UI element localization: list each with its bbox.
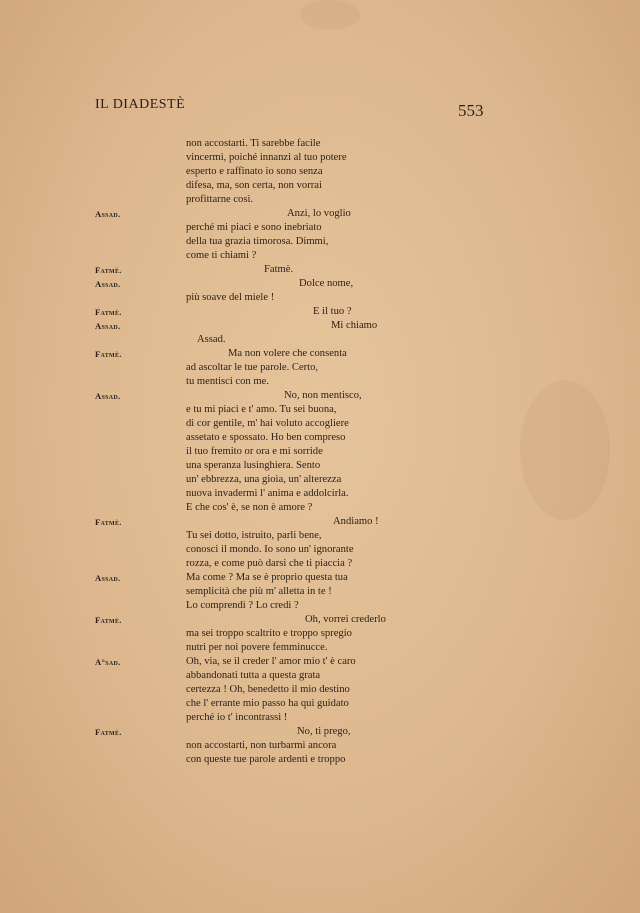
verse-line: Andiamo ! <box>333 516 379 527</box>
verse-line: vincermi, poiché innanzi al tuo potere <box>186 152 347 163</box>
verse-line: ma sei troppo scaltrito e troppo spregio <box>186 628 352 639</box>
verse-line: esperto e raffinato io sono senza <box>186 166 323 177</box>
verse-line: come ti chiami ? <box>186 250 257 261</box>
verse-line: e tu mi piaci e t' amo. Tu sei buona, <box>186 404 337 415</box>
verse-line: profittarne così. <box>186 194 254 205</box>
verse-line: tu mentisci con me. <box>186 376 269 387</box>
verse-line: difesa, ma, son certa, non vorrai <box>186 180 322 191</box>
verse-line: Assad. <box>197 334 226 345</box>
verse-line: nutri per noi povere femminucce. <box>186 642 328 653</box>
speaker-label: Fatmè. <box>95 615 122 625</box>
speaker-label: Fatmè. <box>95 307 122 317</box>
verse-line: che l' errante mio passo ha qui guidato <box>186 698 349 709</box>
verse-line: assetato e spossato. Ho ben compreso <box>186 432 346 443</box>
paper-stain <box>300 0 360 30</box>
verse-line: Dolce nome, <box>299 278 354 289</box>
verse-line: il tuo fremito or ora e mi sorride <box>186 446 323 457</box>
verse-line: della tua grazia timorosa. Dimmi, <box>186 236 329 247</box>
verse-line: conosci il mondo. Io sono un' ignorante <box>186 544 354 555</box>
verse-line: Mi chiamo <box>331 320 378 331</box>
verse-line: perché mi piaci e sono inebriato <box>186 222 322 233</box>
verse-line: No, non mentisco, <box>284 390 362 401</box>
verse-line: una speranza lusinghiera. Sento <box>186 460 321 471</box>
verse-line: E che cos' è, se non è amore ? <box>186 502 313 513</box>
verse-line: Oh, vorrei crederlo <box>305 614 386 625</box>
verse-line: perché io t' incontrassi ! <box>186 712 288 723</box>
verse-line: semplicità che più m' alletta in te ! <box>186 586 332 597</box>
verse-line: con queste tue parole ardenti e troppo <box>186 754 346 765</box>
verse-line: Ma come ? Ma se è proprio questa tua <box>186 572 348 583</box>
verse-line: abbandonati tutta a questa grata <box>186 670 321 681</box>
verse-line: un' ebbrezza, una gioia, un' alterezza <box>186 474 342 485</box>
running-title: IL DIADESTÈ <box>95 97 186 112</box>
verse-line: Tu sei dotto, istruito, parli bene, <box>186 530 322 541</box>
speaker-label: Assad. <box>95 391 121 401</box>
verse-line: rozza, e come può darsi che ti piaccia ? <box>186 558 353 569</box>
speaker-label: Fatmè. <box>95 517 122 527</box>
verse-line: Lo comprendi ? Lo credi ? <box>186 600 299 611</box>
verse-line: Anzi, lo voglio <box>287 208 351 219</box>
speaker-label: A°sad. <box>95 657 121 667</box>
speaker-label: Assad. <box>95 279 121 289</box>
page-number: 553 <box>458 101 484 120</box>
verse-line: non accostarti, non turbarmi ancora <box>186 740 337 751</box>
speaker-label: Assad. <box>95 321 121 331</box>
verse-line: Fatmè. <box>264 264 294 275</box>
verse-line: ad ascoltar le tue parole. Certo, <box>186 362 319 373</box>
paper-stain <box>520 380 610 520</box>
speaker-label: Assad. <box>95 573 121 583</box>
verse-line: Oh, via, se il creder l' amor mio t' è caro <box>186 656 356 667</box>
verse-line: più soave del miele ! <box>186 292 275 303</box>
speaker-label: Fatmè. <box>95 265 122 275</box>
speaker-label: Fatmè. <box>95 727 122 737</box>
verse-line: certezza ! Oh, benedetto il mio destino <box>186 684 350 695</box>
verse-line: E il tuo ? <box>313 306 352 317</box>
verse-line: Ma non volere che consenta <box>228 348 347 359</box>
speaker-label: Fatmè. <box>95 349 122 359</box>
verse-line: No, ti prego, <box>297 726 351 737</box>
speaker-label: Assad. <box>95 209 121 219</box>
verse-line: non accostarti. Ti sarebbe facile <box>186 138 321 149</box>
verse-line: di cor gentile, m' hai voluto accogliere <box>186 418 349 429</box>
verse-line: nuova invadermi l' anima e addolcirla. <box>186 488 349 499</box>
